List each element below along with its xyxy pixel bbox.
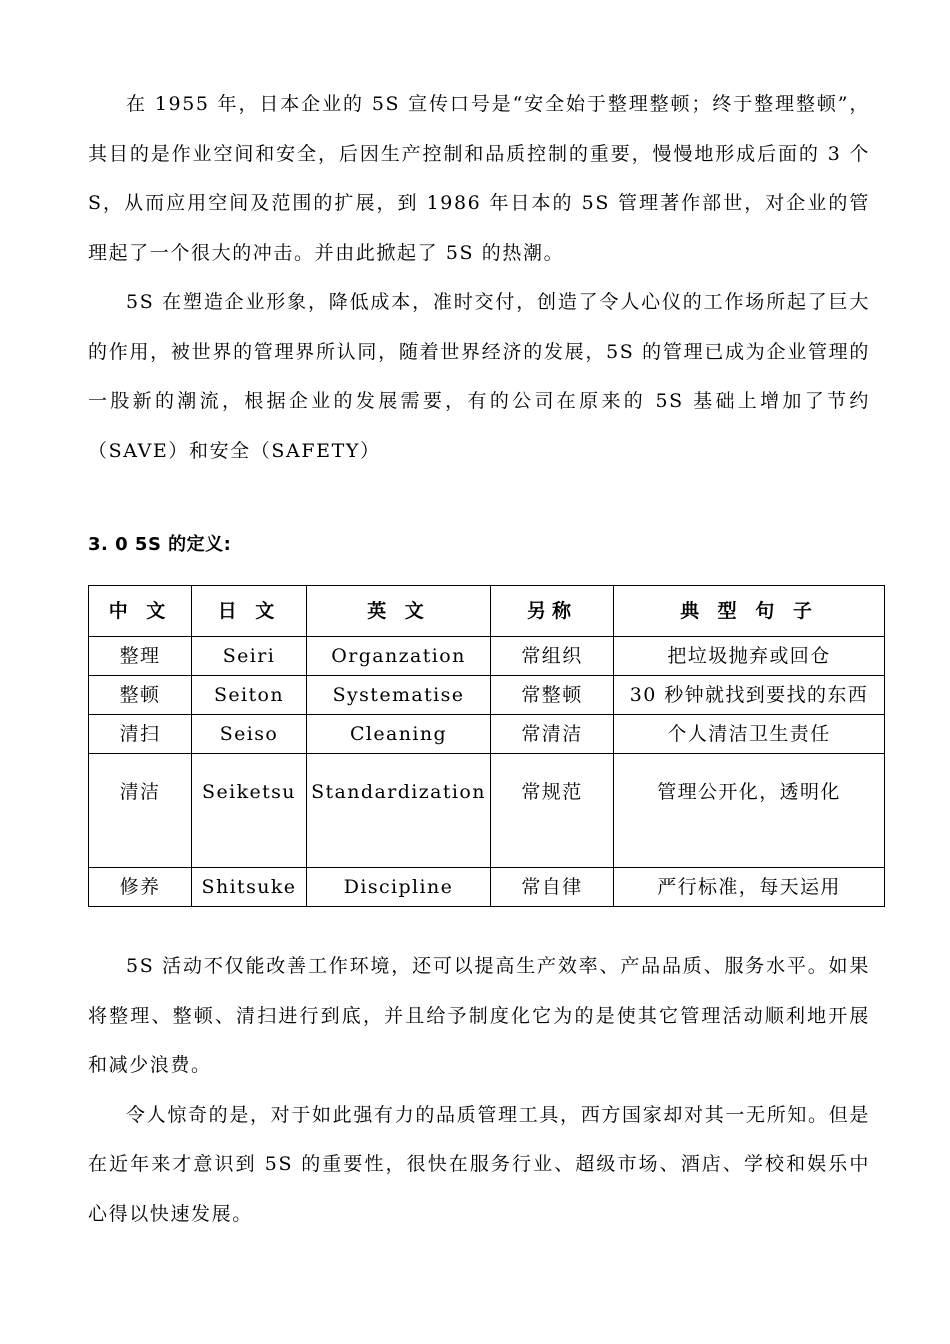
paragraph-5s-benefits: 5S 活动不仅能改善工作环境，还可以提高生产效率、产品品质、服务水平。如果将整理、整顿、清扫进行到底，并且给予制度化它为的是使其它管理活动顺利地开展和减少浪费。: [88, 955, 870, 1076]
header-japanese: 日 文: [192, 586, 307, 637]
cell-chinese: 整顿: [89, 676, 192, 715]
cell-english: Discipline: [307, 868, 491, 907]
cell-japanese: Seiri: [192, 637, 307, 676]
header-typical-sentence: 典 型 句 子: [614, 586, 885, 637]
cell-japanese: Shitsuke: [192, 868, 307, 907]
cell-typical-sentence: 管理公开化，透明化: [614, 754, 885, 868]
cell-alias: 常整顿: [491, 676, 614, 715]
cell-alias: 常规范: [491, 754, 614, 868]
paragraph-5s-history: 在 1955 年，日本企业的 5S 宣传口号是“安全始于整理整顿；终于整理整顿”，其目的是作业空间和安全，后因生产控制和品质控制的重要，慢慢地形成后面的 3 个 S，从而应用空间及范围的扩展，到 1986 年日本的 5S 管理著作部世，对企业的管理起了一个很大的冲击。并由此掀起了 5S 的热潮。: [88, 93, 870, 264]
section-heading-5s-definition: 3. 0 5S 的定义:: [88, 534, 232, 555]
cell-alias: 常自律: [491, 868, 614, 907]
post-table-section: [88, 942, 870, 1239]
cell-japanese: Seiton: [192, 676, 307, 715]
cell-alias: 常组织: [491, 637, 614, 676]
cell-chinese: 清洁: [89, 754, 192, 868]
table-row: [89, 676, 885, 715]
cell-english: Organzation: [307, 637, 491, 676]
header-english: 英 文: [307, 586, 491, 637]
cell-alias: 常清洁: [491, 715, 614, 754]
cell-chinese: 整理: [89, 637, 192, 676]
header-alias: 另称: [491, 586, 614, 637]
cell-typical-sentence: 严行标准，每天运用: [614, 868, 885, 907]
cell-typical-sentence: 个人清洁卫生责任: [614, 715, 885, 754]
table-row: [89, 754, 885, 868]
table-row: [89, 715, 885, 754]
header-chinese: 中 文: [89, 586, 192, 637]
cell-typical-sentence: 30 秒钟就找到要找的东西: [614, 676, 885, 715]
paragraph-5s-impact: 5S 在塑造企业形象，降低成本，准时交付，创造了令人心仪的工作场所起了巨大的作用，被世界的管理界所认同，随着世界经济的发展，5S 的管理已成为企业管理的一股新的潮流，根据企业的发展需要，有的公司在原来的 5S 基础上增加了节约（SAVE）和安全（SAFETY）: [88, 291, 870, 462]
cell-typical-sentence: 把垃圾抛弃或回仓: [614, 637, 885, 676]
cell-japanese: Seiso: [192, 715, 307, 754]
cell-english: Standardization: [307, 754, 491, 868]
table-header-row: [89, 586, 885, 637]
cell-chinese: 清扫: [89, 715, 192, 754]
cell-chinese: 修养: [89, 868, 192, 907]
paragraph-5s-west: 令人惊奇的是，对于如此强有力的品质管理工具，西方国家却对其一无所知。但是在近年来才意识到 5S 的重要性，很快在服务行业、超级市场、酒店、学校和娱乐中心得以快速发展。: [88, 1103, 870, 1225]
document-page: [88, 80, 870, 1225]
5s-definition-table: [88, 585, 885, 907]
table-row: [89, 637, 885, 676]
cell-english: Systematise: [307, 676, 491, 715]
cell-english: Cleaning: [307, 715, 491, 754]
cell-japanese: Seiketsu: [192, 754, 307, 868]
table-row: [89, 868, 885, 907]
